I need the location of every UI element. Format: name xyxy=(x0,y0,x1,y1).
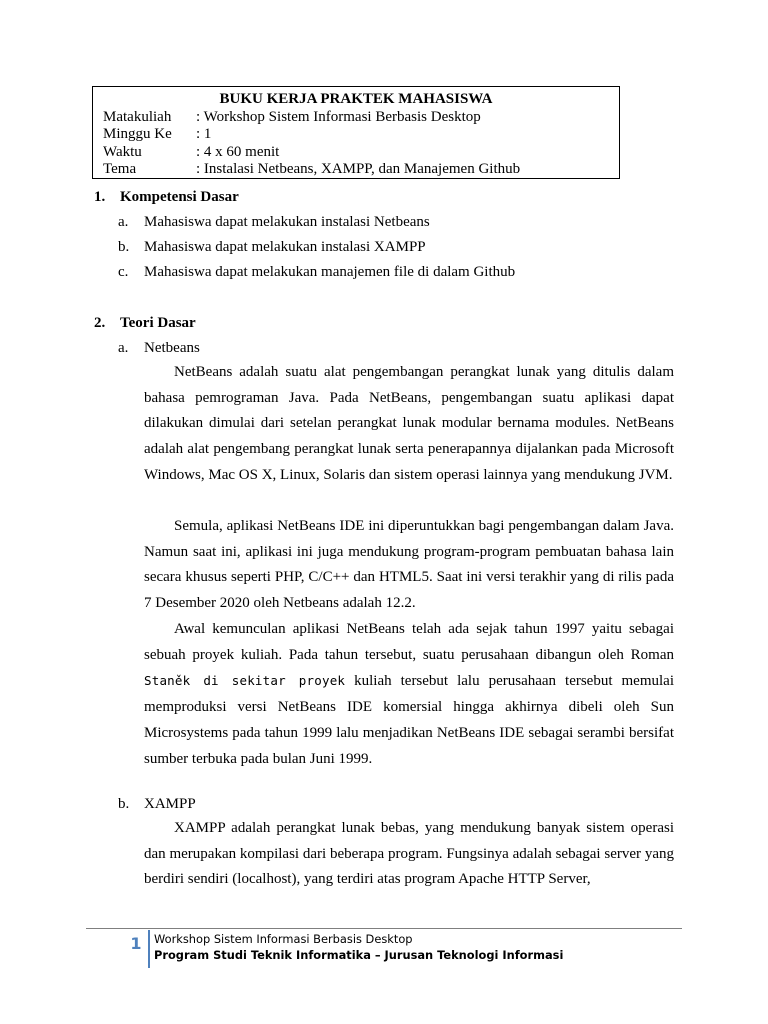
list-item xyxy=(118,238,426,256)
header-value: : 1 xyxy=(196,126,212,142)
header-label: Minggu Ke xyxy=(103,126,172,142)
list-item xyxy=(118,263,515,281)
list-letter: c. xyxy=(118,264,129,280)
section-heading-teori xyxy=(94,314,196,332)
paragraph-netbeans-2: Semula, aplikasi NetBeans IDE ini diperuntukkan bagi pengembangan dalam Java. Namun saat ini, aplikasi ini juga mendukung program-program pembuatan bahasa lain secara khusus seperti PHP, C/C++ dan HTML5. Saat ini versi terakhir yang di rilis pada 7 Desember 2020 oleh Netbeans adalah 12.2. xyxy=(144,518,674,612)
header-label: Matakuliah xyxy=(103,108,172,125)
subsection-title: XAMPP xyxy=(144,796,196,812)
paragraph-text: kuliah tersebut lalu perusahaan tersebut memulai memproduksi versi NetBeans IDE komersial hingga akhirnya dibeli oleh Sun Microsystems pada tahun 1999 lalu menjadikan NetBeans IDE sebagai serambi bersifat sumber terbuka pada bulan Juni 1999. xyxy=(144,673,674,767)
page-number: 1 xyxy=(130,934,142,953)
list-letter: b. xyxy=(118,239,130,255)
paragraph-text: Awal kemunculan aplikasi NetBeans telah ada sejak tahun 1997 yaitu sebagai sebuah proyek kuliah. Pada tahun tersebut, suatu perusahaan dibangun oleh Roman xyxy=(144,621,674,663)
header-box xyxy=(92,86,620,179)
paragraph-netbeans-1: NetBeans adalah suatu alat pengembangan perangkat lunak yang ditulis dalam bahasa pemrograman Java. Pada NetBeans, pengembangan suatu aplikasi dapat dilakukan dimulai dari setelan perangkat lunak modular bernama modules. NetBeans adalah alat pengembang perangkat lunak serta penerapannya dijalankan pada Microsoft Windows, Mac OS X, Linux, Solaris dan sistem operasi lainnya yang mendukung JVM. xyxy=(144,364,674,483)
header-label: Waktu xyxy=(103,143,142,160)
header-row-minggu xyxy=(103,126,609,144)
list-letter: a. xyxy=(118,214,129,230)
section-heading-kompetensi xyxy=(94,188,239,206)
header-row-matakuliah xyxy=(103,109,609,127)
header-row-waktu xyxy=(103,144,609,162)
section-title: Kompetensi Dasar xyxy=(120,189,239,205)
list-text: Mahasiswa dapat melakukan instalasi Netbeans xyxy=(144,214,430,230)
subsection-letter: b. xyxy=(118,796,130,812)
header-value: : Instalasi Netbeans, XAMPP, dan Manajemen Github xyxy=(196,161,521,177)
list-text: Mahasiswa dapat melakukan manajemen file di dalam Github xyxy=(144,264,516,280)
list-item xyxy=(118,213,430,231)
paragraph-netbeans-3 xyxy=(144,617,674,772)
footer-department: Program Studi Teknik Informatika – Jurusan Teknologi Informasi xyxy=(154,948,564,962)
document-title: BUKU KERJA PRAKTEK MAHASISWA xyxy=(219,91,493,107)
subsection-heading-xampp xyxy=(118,795,196,813)
footer-text xyxy=(154,931,563,963)
subsection-heading-netbeans xyxy=(118,339,200,357)
subsection-letter: a. xyxy=(118,340,129,356)
footer-divider xyxy=(148,930,150,968)
list-text: Mahasiswa dapat melakukan instalasi XAMPP xyxy=(144,239,426,255)
page-footer xyxy=(86,928,682,968)
header-value: : 4 x 60 menit xyxy=(196,143,280,160)
paragraph-text-mono: Staněk di sekitar proyek xyxy=(144,673,346,689)
header-row-tema xyxy=(103,161,609,179)
section-number: 2. xyxy=(94,315,106,331)
paragraph-xampp-1: XAMPP adalah perangkat lunak bebas, yang mendukung banyak sistem operasi dan merupakan kompilasi dari beberapa program. Fungsinya adalah sebagai server yang berdiri sendiri (localhost), yang terdiri atas program Apache HTTP Server, xyxy=(144,820,674,888)
header-value: : Workshop Sistem Informasi Berbasis Desktop xyxy=(196,108,481,125)
footer-course-name: Workshop Sistem Informasi Berbasis Desktop xyxy=(154,932,413,946)
subsection-title: Netbeans xyxy=(144,340,200,356)
footer-rule xyxy=(86,928,682,929)
section-title: Teori Dasar xyxy=(120,315,196,331)
section-number: 1. xyxy=(94,189,106,205)
header-label: Tema xyxy=(103,161,137,177)
